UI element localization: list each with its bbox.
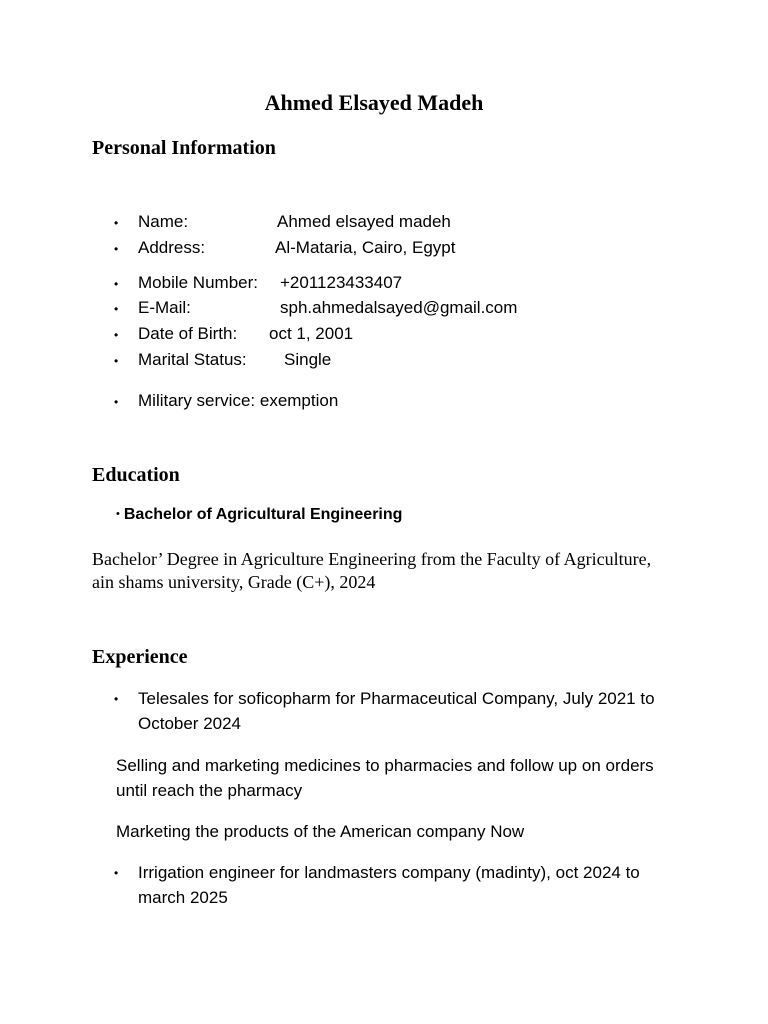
dob-label: Date of Birth: bbox=[138, 324, 238, 343]
personal-item-email bbox=[138, 299, 517, 317]
personal-item-name bbox=[138, 213, 451, 231]
bullet-icon: • bbox=[116, 508, 120, 520]
personal-item-address bbox=[138, 239, 455, 257]
experience-job-irrigation: Irrigation engineer for landmasters company (madinty), oct 2024 to march 2025 bbox=[138, 863, 640, 907]
mobile-label: Mobile Number: bbox=[138, 273, 258, 292]
education-heading: Education bbox=[92, 464, 180, 486]
personal-item-dob bbox=[138, 325, 353, 343]
name-label: Name: bbox=[138, 212, 189, 231]
address-value: Al-Mataria, Cairo, Egypt bbox=[275, 238, 456, 257]
email-label: E-Mail: bbox=[138, 298, 191, 317]
personal-item-marital bbox=[138, 351, 331, 369]
address-label: Address: bbox=[138, 238, 206, 257]
bullet-icon: • bbox=[114, 866, 119, 880]
bullet-icon: • bbox=[114, 354, 119, 368]
military-value: exemption bbox=[259, 391, 339, 410]
education-description: Bachelor’ Degree in Agriculture Engineering from the Faculty of Agriculture, ain shams university, Grade (C+), 2024 bbox=[92, 549, 652, 592]
bullet-icon: • bbox=[114, 328, 119, 342]
resume-name-title: Ahmed Elsayed Madeh bbox=[264, 90, 484, 115]
name-value: Ahmed elsayed madeh bbox=[277, 212, 451, 231]
personal-item-mobile bbox=[138, 274, 402, 292]
bullet-icon: • bbox=[114, 242, 119, 256]
experience-job-telesales-marketing: Marketing the products of the American company Now bbox=[116, 822, 525, 841]
mobile-value: +201123433407 bbox=[280, 273, 403, 292]
experience-heading: Experience bbox=[92, 646, 188, 668]
bullet-icon: • bbox=[114, 692, 119, 706]
personal-info-heading: Personal Information bbox=[92, 137, 276, 159]
personal-item-military bbox=[138, 392, 338, 410]
marital-label: Marital Status: bbox=[138, 350, 247, 369]
bullet-icon: • bbox=[114, 302, 119, 316]
marital-value: Single bbox=[284, 350, 332, 369]
bullet-icon: • bbox=[114, 395, 119, 409]
education-degree-title: Bachelor of Agricultural Engineering bbox=[123, 506, 403, 523]
bullet-icon: • bbox=[114, 216, 119, 230]
dob-value: oct 1, 2001 bbox=[269, 324, 354, 343]
experience-job-telesales-description: Selling and marketing medicines to pharmacies and follow up on orders until reach the pharmacy bbox=[116, 756, 654, 800]
military-label: Military service: bbox=[138, 391, 256, 410]
experience-job-telesales: Telesales for soficopharm for Pharmaceutical Company, July 2021 to October 2024 bbox=[138, 689, 655, 733]
email-value: sph.ahmedalsayed@gmail.com bbox=[280, 298, 518, 317]
bullet-icon: • bbox=[114, 277, 119, 291]
education-degree-item bbox=[116, 506, 402, 524]
